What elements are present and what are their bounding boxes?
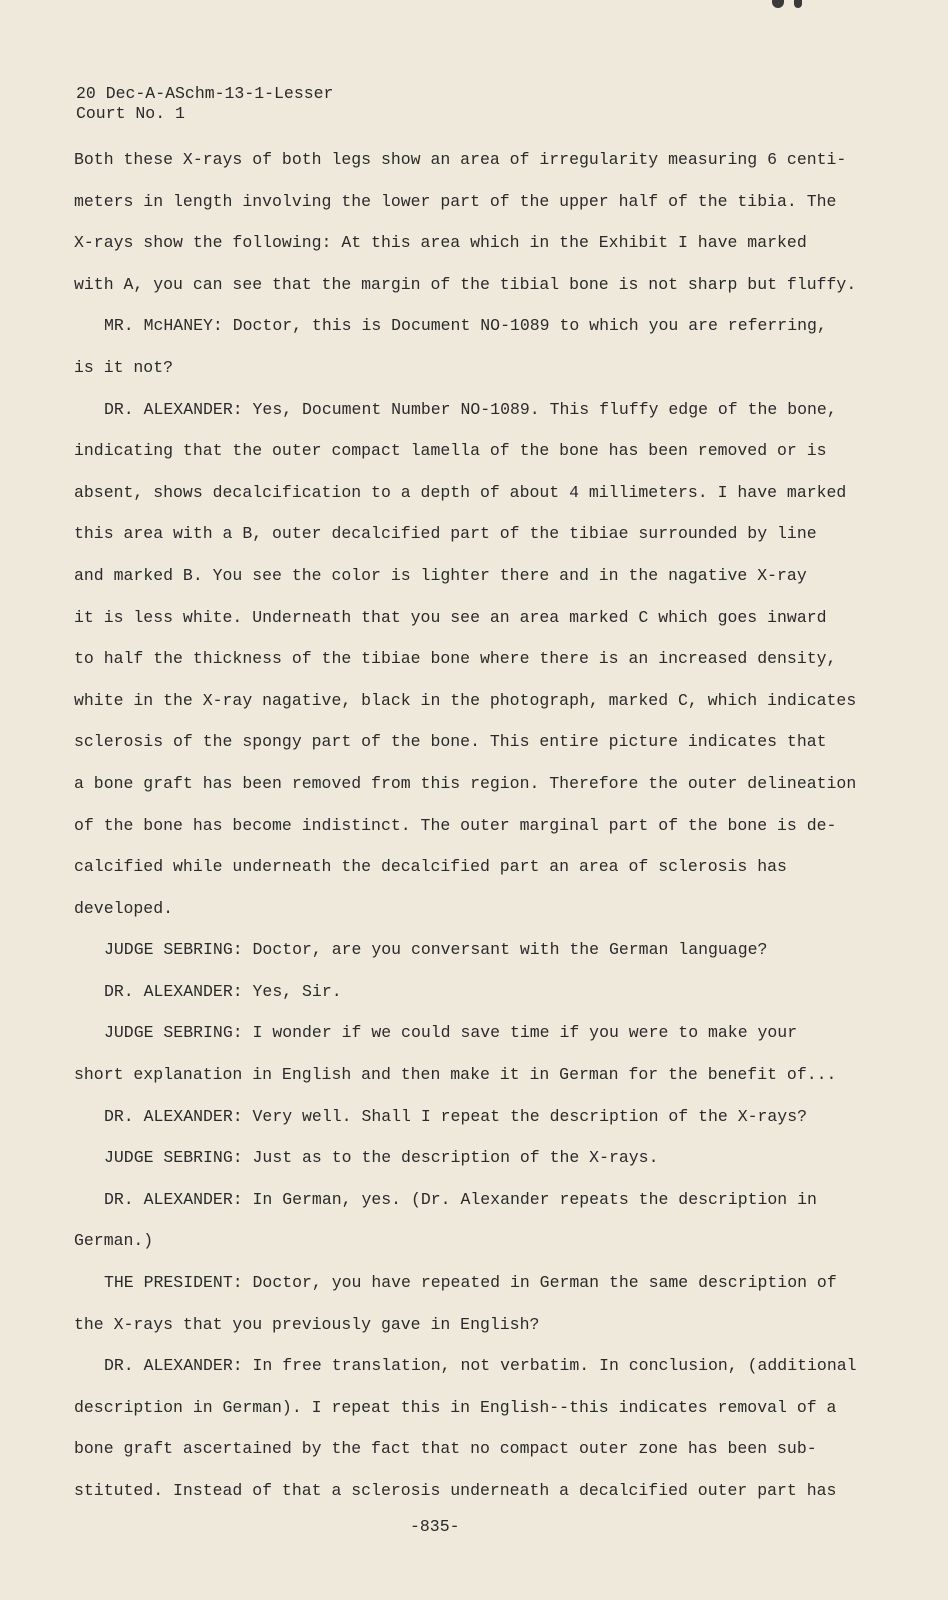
- text-line: bone graft ascertained by the fact that no compact outer zone has been sub-: [74, 1439, 817, 1459]
- text-line: indicating that the outer compact lamella of the bone has been removed or is: [74, 441, 827, 461]
- transcript-body: [74, 139, 886, 1512]
- text-line: DR. ALEXANDER: In free translation, not verbatim. In conclusion, (additional: [104, 1356, 857, 1376]
- text-line: stituted. Instead of that a sclerosis underneath a decalcified outer part has: [74, 1481, 837, 1500]
- text-line: DR. ALEXANDER: Very well. Shall I repeat the description of the X-rays?: [104, 1106, 808, 1126]
- text-line: a bone graft has been removed from this region. Therefore the outer delineation: [74, 773, 857, 793]
- text-line: absent, shows decalcification to a depth of about 4 millimeters. I have marked: [74, 482, 847, 502]
- text-line: Both these X-rays of both legs show an area of irregularity measuring 6 centi-: [74, 150, 847, 169]
- document-reference: 20 Dec-A-ASchm-13-1-Lesser: [76, 84, 334, 103]
- text-line: white in the X-ray nagative, black in the photograph, marked C, which indicates: [74, 690, 857, 710]
- text-line: with A, you can see that the margin of the tibial bone is not sharp but fluffy.: [74, 274, 857, 294]
- binder-mark: [772, 0, 784, 8]
- page-number: -835-: [410, 1517, 460, 1536]
- text-line: this area with a B, outer decalcified part of the tibiae surrounded by line: [74, 524, 817, 544]
- text-line: it is less white. Underneath that you see an area marked C which goes inward: [74, 607, 827, 627]
- text-line: MR. McHANEY: Doctor, this is Document NO-1089 to which you are referring,: [104, 316, 827, 336]
- text-line: developed.: [74, 898, 174, 918]
- text-line: is it not?: [74, 357, 174, 377]
- text-line: description in German). I repeat this in English--this indicates removal of a: [74, 1397, 837, 1417]
- text-line: JUDGE SEBRING: I wonder if we could save time if you were to make your: [104, 1023, 798, 1043]
- text-line: DR. ALEXANDER: In German, yes. (Dr. Alexander repeats the description in: [104, 1189, 817, 1209]
- text-line: of the bone has become indistinct. The outer marginal part of the bone is de-: [74, 815, 837, 835]
- text-line: JUDGE SEBRING: Doctor, are you conversant with the German language?: [104, 940, 768, 960]
- binder-mark: [794, 0, 802, 8]
- text-line: German.): [74, 1231, 154, 1251]
- text-line: DR. ALEXANDER: Yes, Document Number NO-1089. This fluffy edge of the bone,: [104, 399, 837, 419]
- text-line: and marked B. You see the color is lighter there and in the nagative X-ray: [74, 565, 807, 585]
- text-line: sclerosis of the spongy part of the bone. This entire picture indicates that: [74, 732, 827, 752]
- court-number: Court No. 1: [76, 104, 185, 123]
- text-line: THE PRESIDENT: Doctor, you have repeated in German the same description of: [104, 1273, 837, 1293]
- text-line: JUDGE SEBRING: Just as to the description of the X-rays.: [104, 1148, 659, 1168]
- text-line: the X-rays that you previously gave in English?: [74, 1314, 540, 1334]
- document-header: [76, 84, 333, 124]
- text-line: X-rays show the following: At this area which in the Exhibit I have marked: [74, 233, 807, 253]
- text-line: calcified while underneath the decalcified part an area of sclerosis has: [74, 857, 787, 877]
- text-line: DR. ALEXANDER: Yes, Sir.: [104, 981, 342, 1001]
- text-line: short explanation in English and then make it in German for the benefit of...: [74, 1065, 837, 1085]
- text-line: meters in length involving the lower part of the upper half of the tibia. The: [74, 191, 837, 211]
- text-line: to half the thickness of the tibiae bone where there is an increased density,: [74, 649, 837, 669]
